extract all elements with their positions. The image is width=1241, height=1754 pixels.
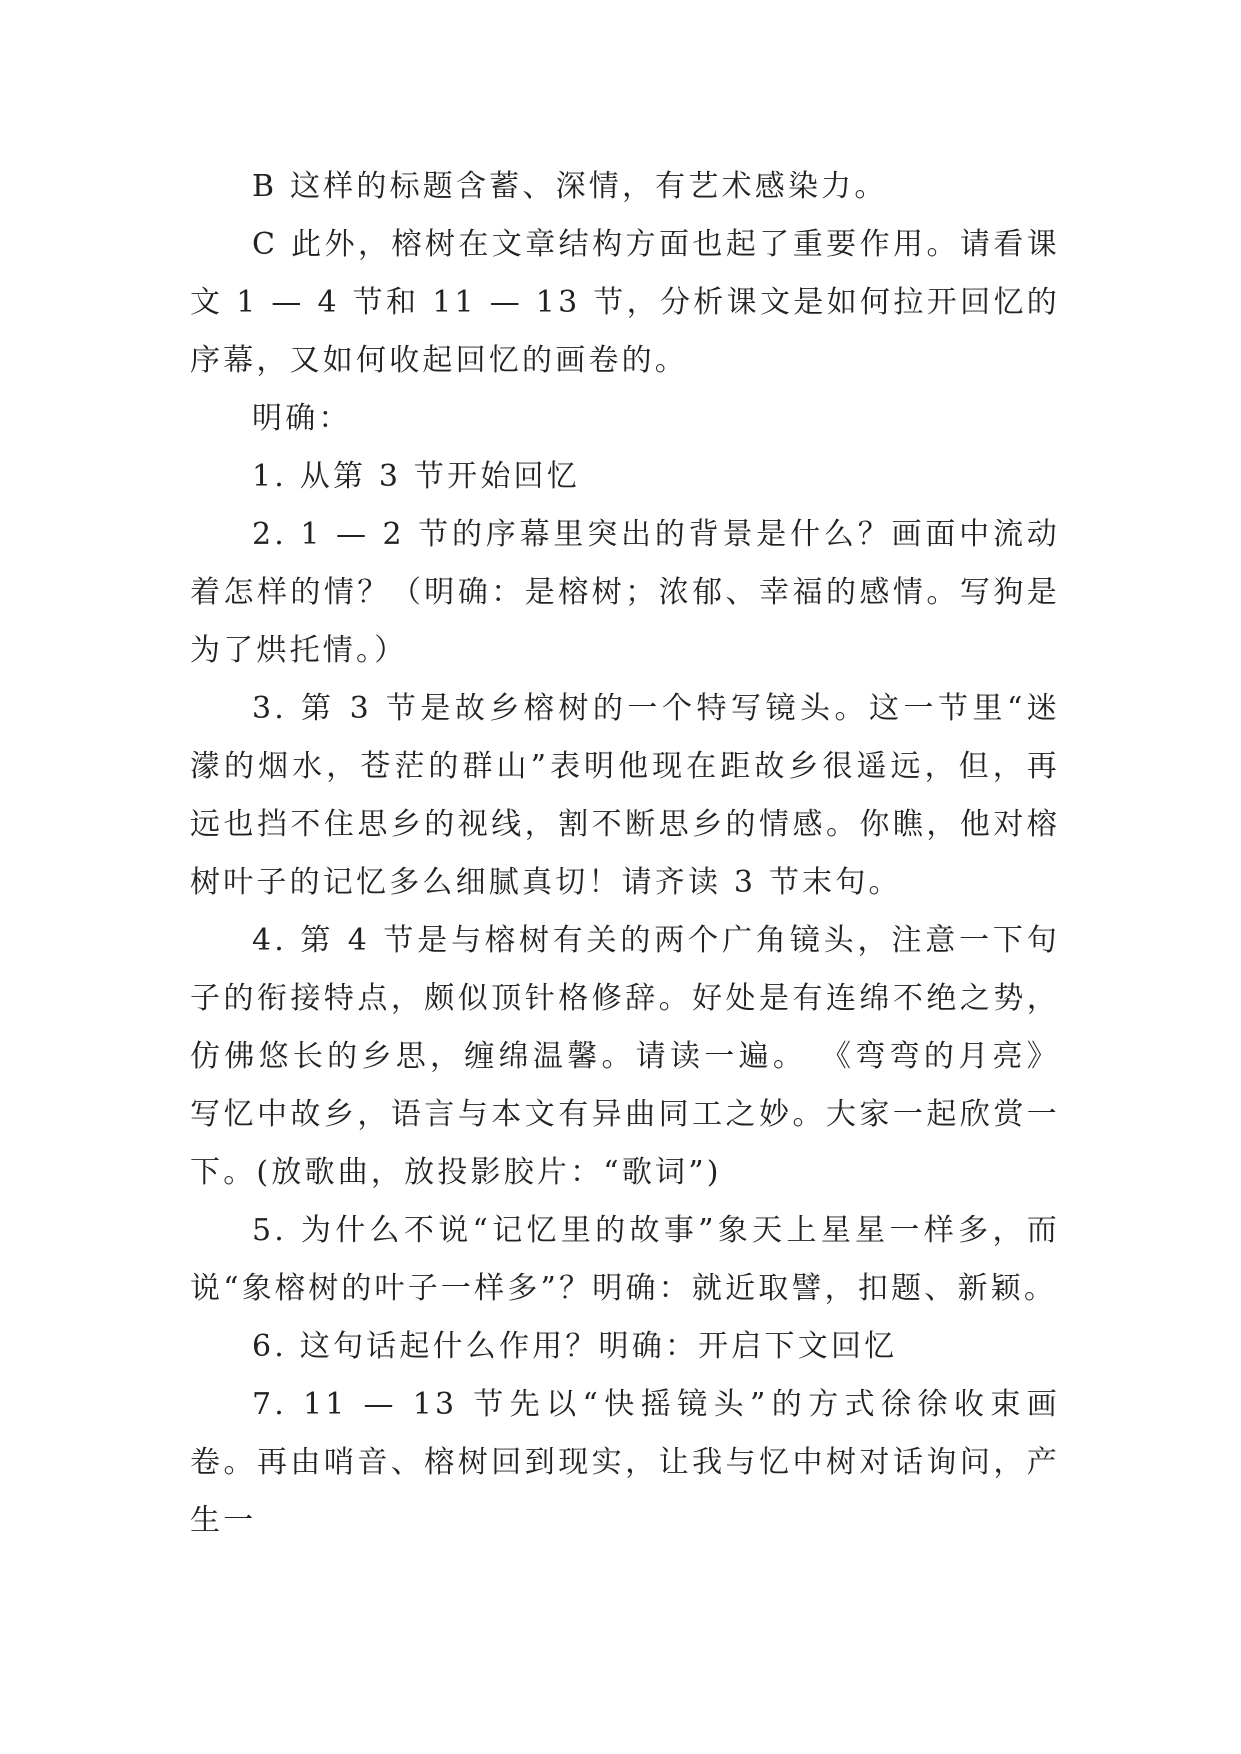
paragraph-item-2: 2. 1 — 2 节的序幕里突出的背景是什么？画面中流动着怎样的情？（明确：是榕树；浓郁、幸福的感情。写狗是为了烘托情。） (190, 517, 1060, 668)
paragraph-item-6: 6. 这句话起什么作用？明确：开启下文回忆 (252, 1329, 898, 1364)
paragraph-item-7: 7. 11 — 13 节先以“快摇镜头”的方式徐徐收束画卷。再由哨音、榕树回到现实，让我与忆中树对话询问，产生一 (190, 1387, 1060, 1538)
paragraph-item-3: 3. 第 3 节是故乡榕树的一个特写镜头。这一节里“迷濛的烟水，苍茫的群山”表明他现在距故乡很遥远，但，再远也挡不住思乡的视线，割不断思乡的情感。你瞧，他对榕树叶子的记忆多么细腻真切！请齐读 3 节末句。 (190, 691, 1060, 900)
document-body (190, 158, 1060, 1550)
paragraph-c: C 此外，榕树在文章结构方面也起了重要作用。请看课文 1 — 4 节和 11 — 13 节，分析课文是如何拉开回忆的序幕，又如何收起回忆的画卷的。 (190, 227, 1060, 378)
paragraph-answer-label: 明确： (252, 401, 352, 436)
paragraph-item-1: 1. 从第 3 节开始回忆 (252, 459, 580, 494)
paragraph-b: B 这样的标题含蓄、深情，有艺术感染力。 (252, 169, 888, 204)
paragraph-item-5: 5. 为什么不说“记忆里的故事”象天上星星一样多，而说“象榕树的叶子一样多”？明确：就近取譬，扣题、新颖。 (190, 1213, 1060, 1306)
paragraph-item-4: 4. 第 4 节是与榕树有关的两个广角镜头，注意一下句子的衔接特点，颇似顶针格修辞。好处是有连绵不绝之势，仿佛悠长的乡思，缠绵温馨。请读一遍。 《弯弯的月亮》写忆中故乡，语言与本文有异曲同工之妙。大家一起欣赏一下。(放歌曲，放投影胶片：“歌词”) (190, 923, 1060, 1190)
